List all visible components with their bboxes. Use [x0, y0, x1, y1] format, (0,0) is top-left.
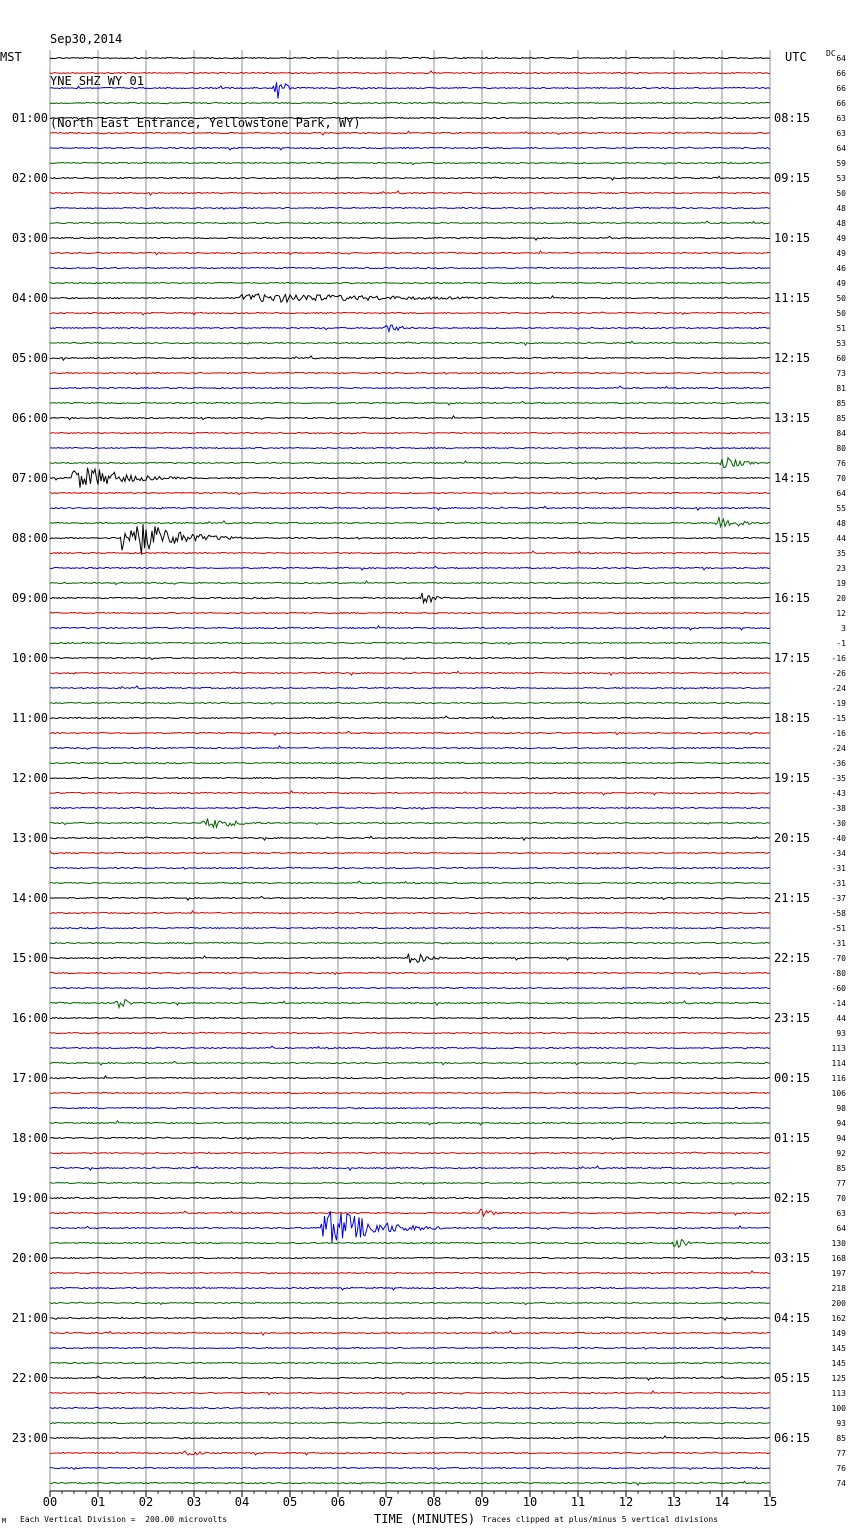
- seismic-trace: [50, 1076, 770, 1079]
- dc-offset-label: -43: [831, 789, 846, 798]
- left-hour-label: 10:00: [11, 651, 48, 665]
- dc-offset-label: -19: [831, 699, 846, 708]
- seismic-trace: [50, 356, 770, 360]
- dc-offset-label: 145: [831, 1344, 846, 1353]
- seismic-trace: [50, 1422, 770, 1423]
- left-hour-label: 11:00: [11, 711, 48, 725]
- dc-offset-label: -30: [831, 819, 846, 828]
- seismic-trace: [50, 1407, 770, 1408]
- dc-offset-label: 168: [831, 1254, 846, 1263]
- dc-offset-label: 63: [836, 1209, 846, 1218]
- dc-offset-label: 50: [836, 294, 846, 303]
- dc-offset-label: 48: [836, 219, 846, 228]
- dc-column-label: DC: [826, 49, 836, 58]
- dc-offset-label: 76: [836, 1464, 846, 1473]
- seismic-trace: [50, 294, 770, 302]
- seismic-trace: [50, 716, 770, 719]
- dc-offset-label: 80: [836, 444, 846, 453]
- dc-offset-label: 76: [836, 459, 846, 468]
- dc-offset-label: 85: [836, 1434, 846, 1443]
- clip-note: Traces clipped at plus/minus 5 vertical divisions: [482, 1515, 719, 1524]
- right-hour-label: 22:15: [774, 951, 811, 965]
- seismic-trace: [50, 1107, 770, 1108]
- seismic-trace: [50, 221, 770, 224]
- right-hour-label: 05:15: [774, 1371, 811, 1385]
- seismic-trace: [50, 1287, 770, 1290]
- dc-offset-label: 85: [836, 414, 846, 423]
- right-hour-label: 06:15: [774, 1431, 811, 1445]
- seismic-trace: [50, 1137, 770, 1140]
- chart-station: YNE SHZ WY 01: [50, 74, 144, 88]
- dc-offset-label: -16: [831, 729, 846, 738]
- seismic-trace: [50, 867, 770, 869]
- x-tick-label: 01: [90, 1495, 106, 1509]
- dc-offset-label: 49: [836, 249, 846, 258]
- seismic-trace: [50, 1302, 770, 1305]
- dc-offset-label: 50: [836, 189, 846, 198]
- seismic-trace: [50, 791, 770, 795]
- seismic-trace: [50, 1121, 770, 1125]
- dc-offset-label: 106: [831, 1089, 846, 1098]
- seismic-trace: [50, 612, 770, 613]
- dc-offset-label: 100: [831, 1404, 846, 1413]
- seismic-trace: [50, 642, 770, 644]
- dc-offset-label: -34: [831, 849, 846, 858]
- seismic-trace: [50, 657, 770, 659]
- dc-offset-label: 70: [836, 1194, 846, 1203]
- seismic-trace: [50, 1347, 770, 1349]
- seismic-trace: [50, 987, 770, 989]
- dc-offset-label: 48: [836, 519, 846, 528]
- dc-offset-label: 84: [836, 429, 846, 438]
- x-tick-label: 00: [42, 1495, 58, 1509]
- dc-offset-label: 94: [836, 1134, 846, 1143]
- right-hour-label: 13:15: [774, 411, 811, 425]
- dc-offset-label: 66: [836, 99, 846, 108]
- left-hour-label: 03:00: [11, 231, 48, 245]
- dc-offset-label: -31: [831, 939, 846, 948]
- dc-offset-label: -36: [831, 759, 846, 768]
- x-tick-label: 13: [666, 1495, 682, 1509]
- seismic-trace: [50, 102, 770, 104]
- seismic-trace: [50, 686, 770, 689]
- dc-offset-label: 113: [831, 1044, 846, 1053]
- dc-offset-label: 51: [836, 324, 846, 333]
- seismic-trace: [50, 972, 770, 975]
- seismic-trace: [50, 836, 770, 840]
- seismic-trace: [50, 1376, 770, 1380]
- dc-offset-label: 66: [836, 69, 846, 78]
- left-hour-label: 18:00: [11, 1131, 48, 1145]
- dc-offset-label: 44: [836, 1014, 846, 1023]
- seismic-trace: [50, 593, 770, 603]
- chart-location: (North East Entrance, Yellowstone Park, WY): [50, 116, 361, 130]
- right-hour-label: 08:15: [774, 111, 811, 125]
- seismic-trace: [50, 671, 770, 675]
- seismic-trace: [50, 506, 770, 510]
- left-hour-label: 16:00: [11, 1011, 48, 1025]
- seismic-trace: [50, 207, 770, 209]
- left-hour-label: 02:00: [11, 171, 48, 185]
- right-hour-label: 18:15: [774, 711, 811, 725]
- left-timezone-label: MST: [0, 50, 22, 64]
- seismic-trace: [50, 236, 770, 240]
- dc-offset-label: -37: [831, 894, 846, 903]
- scale-note: Each Vertical Division = 200.00 microvolts: [20, 1515, 228, 1524]
- dc-offset-label: 20: [836, 594, 846, 603]
- seismic-trace: [50, 147, 770, 150]
- x-tick-label: 12: [618, 1495, 634, 1509]
- seismic-trace: [50, 1317, 770, 1320]
- dc-offset-label: 98: [836, 1104, 846, 1113]
- dc-offset-label: 3: [841, 624, 846, 633]
- dc-offset-label: 66: [836, 84, 846, 93]
- dc-offset-label: 93: [836, 1029, 846, 1038]
- left-hour-label: 12:00: [11, 771, 48, 785]
- dc-offset-label: -40: [831, 834, 846, 843]
- seismic-trace: [50, 267, 770, 268]
- dc-offset-label: 114: [831, 1059, 846, 1068]
- dc-offset-label: -15: [831, 714, 846, 723]
- dc-offset-label: 145: [831, 1359, 846, 1368]
- dc-offset-label: -51: [831, 924, 846, 933]
- right-hour-label: 21:15: [774, 891, 811, 905]
- seismic-trace: [50, 1362, 770, 1363]
- x-tick-label: 02: [138, 1495, 154, 1509]
- seismic-trace: [50, 1481, 770, 1485]
- dc-offset-label: 73: [836, 369, 846, 378]
- x-tick-label: 06: [330, 1495, 346, 1509]
- seismic-trace: [50, 807, 770, 809]
- seismic-trace: [50, 927, 770, 928]
- left-hour-label: 04:00: [11, 291, 48, 305]
- right-hour-label: 19:15: [774, 771, 811, 785]
- dc-offset-label: 64: [836, 144, 846, 153]
- seismic-trace: [50, 1211, 770, 1242]
- dc-offset-label: 59: [836, 159, 846, 168]
- dc-offset-label: -58: [831, 909, 846, 918]
- seismic-trace: [50, 581, 770, 585]
- seismic-trace: [50, 325, 770, 332]
- right-timezone-label: UTC: [785, 50, 807, 64]
- seismic-trace: [50, 117, 770, 120]
- x-tick-label: 15: [762, 1495, 778, 1509]
- seismic-trace: [50, 1257, 770, 1258]
- right-hour-label: 17:15: [774, 651, 811, 665]
- left-hour-label: 06:00: [11, 411, 48, 425]
- dc-offset-label: 50: [836, 309, 846, 318]
- dc-offset-label: -26: [831, 669, 846, 678]
- seismic-trace: [50, 1152, 770, 1154]
- right-hour-label: 00:15: [774, 1071, 811, 1085]
- seismic-trace: [50, 881, 770, 884]
- dc-offset-label: -31: [831, 864, 846, 873]
- left-hour-label: 01:00: [11, 111, 48, 125]
- dc-offset-label: 64: [836, 54, 846, 63]
- right-hour-label: 01:15: [774, 1131, 811, 1145]
- seismic-trace: [50, 1391, 770, 1395]
- left-hour-label: 14:00: [11, 891, 48, 905]
- seismic-trace: [50, 626, 770, 630]
- dc-offset-label: -24: [831, 744, 846, 753]
- dc-offset-label: 162: [831, 1314, 846, 1323]
- seismic-trace: [50, 1032, 770, 1034]
- dc-offset-label: -70: [831, 954, 846, 963]
- dc-offset-label: 53: [836, 174, 846, 183]
- seismic-trace: [50, 731, 770, 735]
- dc-offset-label: 49: [836, 234, 846, 243]
- right-hour-label: 10:15: [774, 231, 811, 245]
- dc-offset-label: 85: [836, 1164, 846, 1173]
- seismic-trace: [50, 1046, 770, 1049]
- dc-offset-label: 23: [836, 564, 846, 573]
- seismic-trace: [50, 401, 770, 405]
- seismic-trace: [50, 517, 770, 527]
- seismic-trace: [50, 1000, 770, 1008]
- dc-offset-label: -35: [831, 774, 846, 783]
- seismic-trace: [50, 57, 770, 58]
- left-hour-label: 09:00: [11, 591, 48, 605]
- left-hour-label: 22:00: [11, 1371, 48, 1385]
- left-hour-label: 15:00: [11, 951, 48, 965]
- x-tick-label: 04: [234, 1495, 250, 1509]
- seismic-trace: [50, 1271, 770, 1274]
- seismic-trace: [50, 942, 770, 943]
- seismic-trace: [50, 432, 770, 433]
- seismic-trace: [50, 1092, 770, 1093]
- corner-mark: M: [2, 1517, 7, 1525]
- dc-offset-label: 53: [836, 339, 846, 348]
- seismic-trace: [50, 492, 770, 494]
- dc-offset-label: -80: [831, 969, 846, 978]
- left-hour-label: 23:00: [11, 1431, 48, 1445]
- dc-offset-label: 49: [836, 279, 846, 288]
- seismic-trace: [50, 1331, 770, 1335]
- seismic-trace: [50, 131, 770, 135]
- dc-offset-label: 63: [836, 129, 846, 138]
- dc-offset-label: 35: [836, 549, 846, 558]
- seismic-trace: [50, 416, 770, 420]
- seismic-trace: [50, 162, 770, 164]
- seismic-trace: [50, 911, 770, 914]
- x-tick-label: 07: [378, 1495, 394, 1509]
- dc-offset-label: 63: [836, 114, 846, 123]
- x-tick-label: 11: [570, 1495, 586, 1509]
- seismic-trace: [50, 819, 770, 828]
- dc-offset-label: -14: [831, 999, 846, 1008]
- seismic-trace: [50, 851, 770, 854]
- left-hour-label: 21:00: [11, 1311, 48, 1325]
- dc-offset-label: 149: [831, 1329, 846, 1338]
- seismic-trace: [50, 1166, 770, 1170]
- x-axis-label: TIME (MINUTES): [374, 1512, 476, 1526]
- seismic-trace: [50, 191, 770, 195]
- dc-offset-label: 197: [831, 1269, 846, 1278]
- seismic-trace: [50, 312, 770, 315]
- seismic-trace: [50, 82, 770, 98]
- x-tick-label: 09: [474, 1495, 490, 1509]
- x-tick-label: 03: [186, 1495, 202, 1509]
- right-hour-label: 15:15: [774, 531, 811, 545]
- dc-offset-label: 64: [836, 489, 846, 498]
- seismic-trace: [50, 896, 770, 900]
- seismic-trace: [50, 176, 770, 180]
- right-hour-label: 14:15: [774, 471, 811, 485]
- seismic-trace: [50, 282, 770, 283]
- dc-offset-label: 93: [836, 1419, 846, 1428]
- seismic-trace: [50, 524, 770, 554]
- seismic-trace: [50, 447, 770, 448]
- seismic-trace: [50, 1197, 770, 1198]
- dc-offset-label: 74: [836, 1479, 846, 1488]
- seismic-trace: [50, 341, 770, 345]
- right-hour-label: 12:15: [774, 351, 811, 365]
- dc-offset-label: -24: [831, 684, 846, 693]
- seismic-trace: [50, 746, 770, 749]
- dc-offset-label: 70: [836, 474, 846, 483]
- dc-offset-label: 46: [836, 264, 846, 273]
- dc-offset-label: 55: [836, 504, 846, 513]
- right-hour-label: 02:15: [774, 1191, 811, 1205]
- seismic-trace: [50, 702, 770, 704]
- dc-offset-label: 77: [836, 1179, 846, 1188]
- seismic-trace: [50, 551, 770, 554]
- seismic-trace: [50, 372, 770, 374]
- seismic-trace: [50, 1240, 770, 1248]
- right-hour-label: 03:15: [774, 1251, 811, 1265]
- seismic-trace: [50, 566, 770, 570]
- right-hour-label: 16:15: [774, 591, 811, 605]
- left-hour-label: 13:00: [11, 831, 48, 845]
- left-hour-label: 20:00: [11, 1251, 48, 1265]
- left-hour-label: 08:00: [11, 531, 48, 545]
- x-tick-label: 10: [522, 1495, 538, 1509]
- x-tick-label: 14: [714, 1495, 730, 1509]
- dc-offset-label: 48: [836, 204, 846, 213]
- dc-offset-label: -38: [831, 804, 846, 813]
- left-hour-label: 19:00: [11, 1191, 48, 1205]
- right-hour-label: 09:15: [774, 171, 811, 185]
- dc-offset-label: 60: [836, 354, 846, 363]
- right-hour-label: 11:15: [774, 291, 811, 305]
- dc-offset-label: -60: [831, 984, 846, 993]
- seismic-trace: [50, 251, 770, 255]
- left-hour-label: 17:00: [11, 1071, 48, 1085]
- chart-date: Sep30,2014: [50, 32, 123, 46]
- dc-offset-label: 77: [836, 1449, 846, 1458]
- right-hour-label: 20:15: [774, 831, 811, 845]
- seismic-trace: [50, 468, 770, 488]
- dc-offset-label: 113: [831, 1389, 846, 1398]
- dc-offset-label: 125: [831, 1374, 846, 1383]
- seismic-trace: [50, 762, 770, 763]
- dc-offset-label: 12: [836, 609, 846, 618]
- seismic-trace: [50, 1436, 770, 1439]
- seismic-trace: [50, 1451, 770, 1455]
- dc-offset-label: 92: [836, 1149, 846, 1158]
- dc-offset-label: 200: [831, 1299, 846, 1308]
- dc-offset-label: 130: [831, 1239, 846, 1248]
- seismic-trace: [50, 1209, 770, 1216]
- dc-offset-label: 81: [836, 384, 846, 393]
- dc-offset-label: 85: [836, 399, 846, 408]
- seismic-trace: [50, 1017, 770, 1019]
- dc-offset-label: -31: [831, 879, 846, 888]
- dc-offset-label: -16: [831, 654, 846, 663]
- left-hour-label: 05:00: [11, 351, 48, 365]
- seismic-trace: [50, 386, 770, 389]
- seismic-trace: [50, 1182, 770, 1184]
- seismic-trace: [50, 1061, 770, 1065]
- seismic-trace: [50, 1467, 770, 1469]
- right-hour-label: 23:15: [774, 1011, 811, 1025]
- seismic-trace: [50, 777, 770, 778]
- seismic-trace: [50, 954, 770, 963]
- seismic-trace: [50, 71, 770, 74]
- seismic-trace: [50, 458, 770, 468]
- dc-offset-label: 19: [836, 579, 846, 588]
- right-hour-label: 04:15: [774, 1311, 811, 1325]
- dc-offset-label: 64: [836, 1224, 846, 1233]
- dc-offset-label: 116: [831, 1074, 846, 1083]
- x-tick-label: 08: [426, 1495, 442, 1509]
- left-hour-label: 07:00: [11, 471, 48, 485]
- dc-offset-label: 94: [836, 1119, 846, 1128]
- x-tick-label: 05: [282, 1495, 298, 1509]
- dc-offset-label: 218: [831, 1284, 846, 1293]
- dc-offset-label: 44: [836, 534, 846, 543]
- dc-offset-label: -1: [836, 639, 846, 648]
